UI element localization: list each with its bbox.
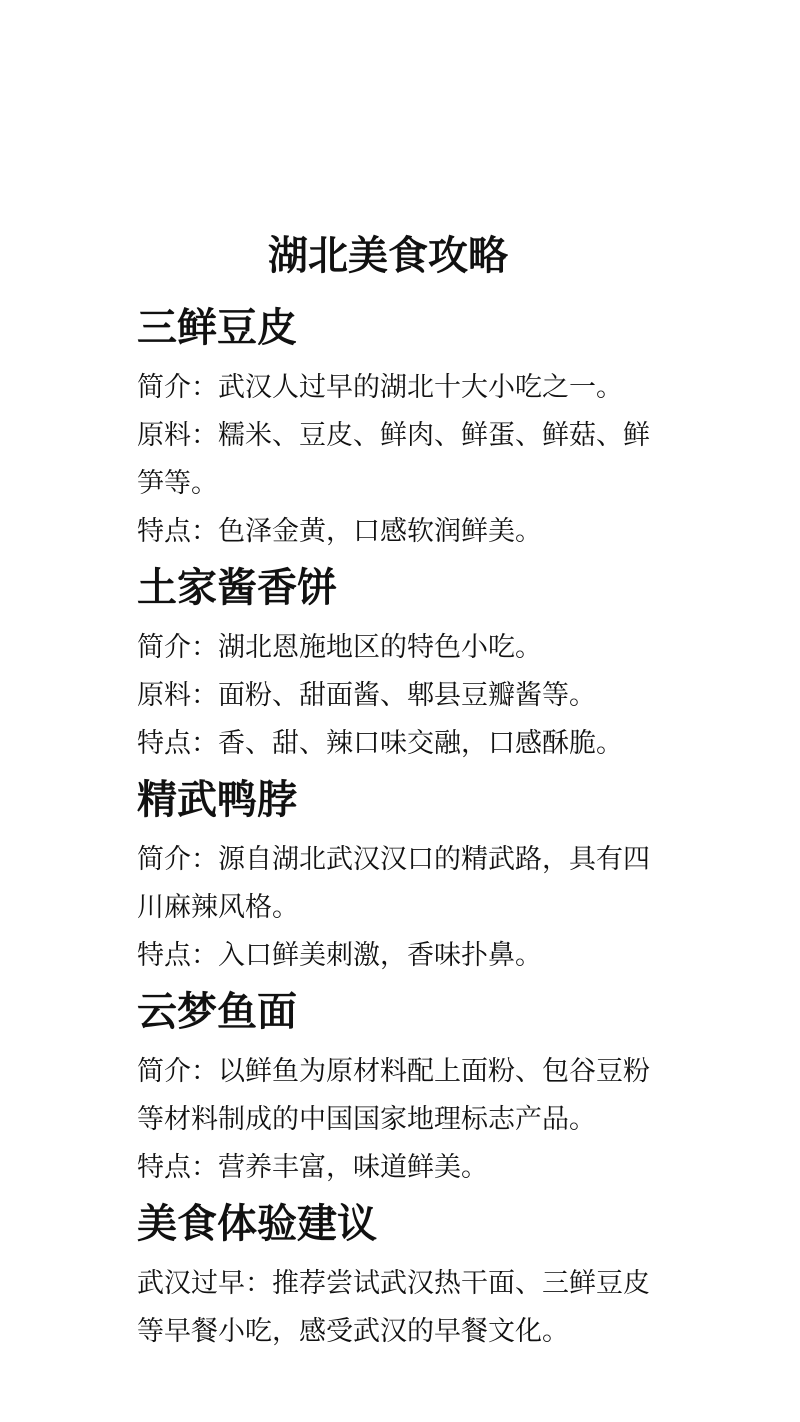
page-title: 湖北美食攻略 (268, 233, 508, 279)
section-line: 原料：面粉、甜面酱、郫县豆瓣酱等。 (137, 680, 596, 711)
section-line: 笋等。 (137, 468, 218, 499)
section-line: 简介：武汉人过早的湖北十大小吃之一。 (137, 372, 623, 403)
section-line: 等早餐小吃，感受武汉的早餐文化。 (137, 1316, 569, 1347)
section-heading-tips: 美食体验建议 (137, 1201, 377, 1247)
section-line: 简介：湖北恩施地区的特色小吃。 (137, 632, 542, 663)
section-line: 简介：源自湖北武汉汉口的精武路，具有四 (137, 844, 650, 875)
section-heading-sanxian-doupi: 三鲜豆皮 (137, 305, 297, 351)
section-line: 特点：入口鲜美刺激，香味扑鼻。 (137, 940, 542, 971)
section-heading-yunmeng-yumian: 云梦鱼面 (137, 989, 297, 1035)
section-line: 武汉过早：推荐尝试武汉热干面、三鲜豆皮 (137, 1268, 650, 1299)
section-heading-tujia-jiangxiangbing: 土家酱香饼 (137, 565, 337, 611)
section-line: 等材料制成的中国国家地理标志产品。 (137, 1104, 596, 1135)
section-line: 原料：糯米、豆皮、鲜肉、鲜蛋、鲜菇、鲜 (137, 420, 650, 451)
section-line: 简介：以鲜鱼为原材料配上面粉、包谷豆粉 (137, 1056, 650, 1087)
section-line: 特点：营养丰富，味道鲜美。 (137, 1152, 488, 1183)
section-line: 特点：香、甜、辣口味交融，口感酥脆。 (137, 728, 623, 759)
section-line: 特点：色泽金黄，口感软润鲜美。 (137, 516, 542, 547)
section-heading-jingwu-yabo: 精武鸭脖 (137, 777, 297, 823)
section-line: 川麻辣风格。 (137, 892, 299, 923)
